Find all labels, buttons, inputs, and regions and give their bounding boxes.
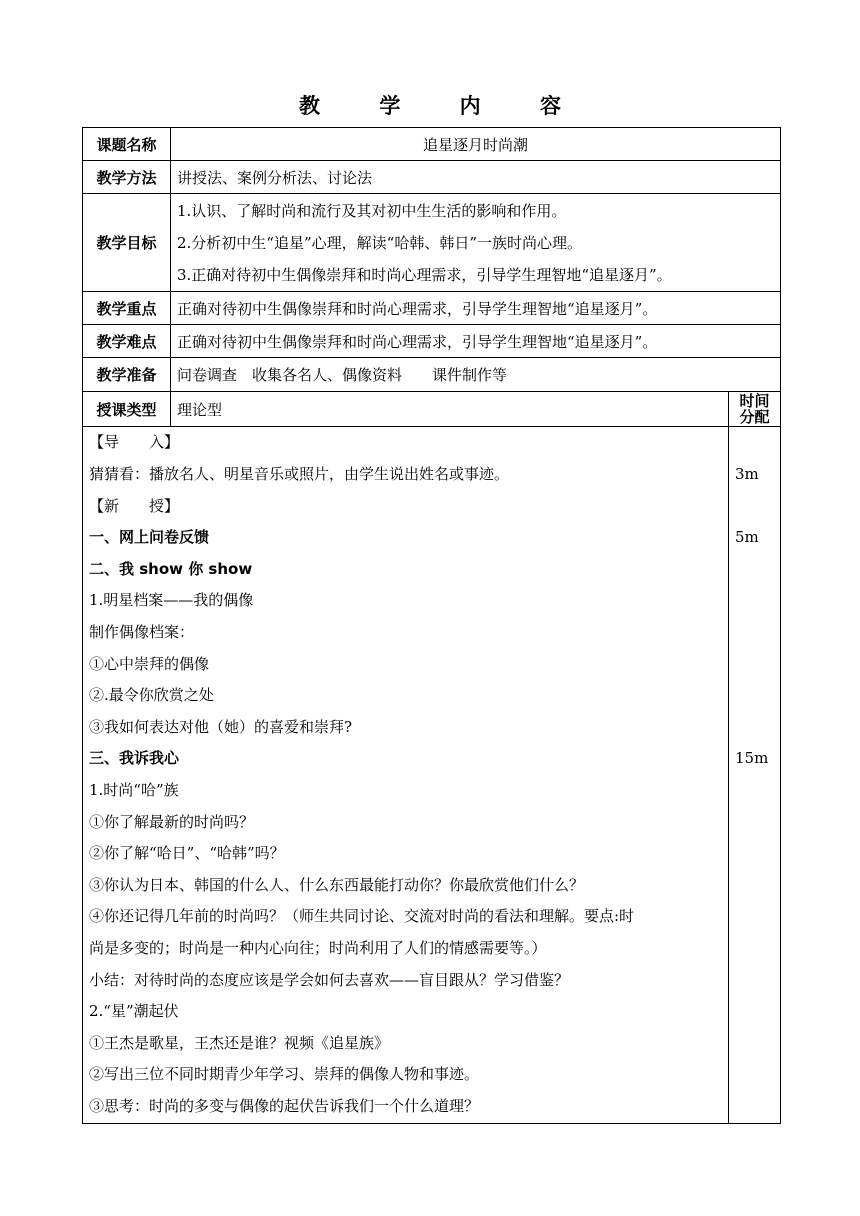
difficulty-row	[83, 325, 781, 358]
time-value	[735, 965, 774, 997]
content-line: ③你认为日本、韩国的什么人、什么东西最能打动你？你最欣赏他们什么？	[89, 875, 585, 894]
time-value	[735, 901, 774, 933]
focus-label: 教学重点	[83, 292, 171, 325]
difficulty-value: 正确对待初中生偶像崇拜和时尚心理需求，引导学生理智地“追星逐月”。	[171, 325, 781, 358]
type-value: 理论型	[171, 392, 729, 427]
content-line: ①心中崇拜的偶像	[89, 654, 210, 673]
time-value	[735, 1059, 774, 1091]
time-value	[735, 617, 774, 649]
content-line: 1.时尚“哈”族	[89, 781, 179, 799]
content-line: 三、我诉我心	[89, 749, 180, 768]
time-value: 3m	[735, 465, 759, 484]
page-title: 教 学 内 容	[299, 94, 587, 118]
content-line: 1.明星档案——我的偶像	[89, 591, 254, 610]
focus-value: 正确对待初中生偶像崇拜和时尚心理需求，引导学生理智地“追星逐月”。	[171, 292, 781, 325]
topic-value: 追星逐月时尚潮	[171, 128, 781, 161]
content-line: 2.“星”潮起伏	[89, 1002, 179, 1021]
content-line: 猜猜看：播放名人、明星音乐或照片，由学生说出姓名或事迹。	[89, 465, 510, 484]
topic-label: 课题名称	[83, 128, 171, 161]
time-value	[735, 1028, 774, 1060]
content-line: ①你了解最新的时尚吗？	[89, 812, 255, 831]
content-line: 制作偶像档案：	[89, 623, 195, 642]
goals-label: 教学目标	[83, 194, 171, 292]
time-value	[735, 554, 774, 586]
time-value: 5m	[735, 528, 759, 547]
time-value	[735, 712, 774, 744]
time-allocation-line1: 时间	[739, 392, 770, 410]
prep-label: 教学准备	[83, 358, 171, 392]
time-allocation-header	[729, 392, 781, 427]
prep-value: 问卷调查 收集各名人、偶像资料 课件制作等	[171, 358, 781, 392]
focus-row	[83, 292, 781, 325]
time-allocation-line2: 分配	[739, 408, 770, 426]
time-value	[735, 870, 774, 902]
lesson-table	[82, 127, 781, 1124]
content-line: 二、我 show 你 show	[89, 559, 253, 578]
time-value	[735, 807, 774, 839]
time-value	[735, 996, 774, 1028]
type-label: 授课类型	[83, 392, 171, 427]
goal-item: 3.正确对待初中生偶像崇拜和时尚心理需求，引导学生理智地“追星逐月”。	[177, 265, 672, 284]
time-value	[735, 585, 774, 617]
content-line: ②你了解“哈日”、“哈韩”吗？	[89, 844, 285, 863]
time-value	[735, 933, 774, 965]
content-line: ③思考：时尚的多变与偶像的起伏告诉我们一个什么道理？	[89, 1096, 480, 1115]
content-line: 【新 授】	[89, 496, 180, 515]
time-value	[735, 680, 774, 712]
time-column	[729, 427, 781, 1124]
difficulty-label: 教学难点	[83, 325, 171, 358]
content-line: ④你还记得几年前的时尚吗？（师生共同讨论、交流对时尚的看法和理解。要点:时	[89, 907, 635, 926]
content-line: ②写出三位不同时期青少年学习、崇拜的偶像人物和事迹。	[89, 1065, 480, 1084]
time-value	[735, 491, 774, 523]
time-value	[735, 649, 774, 681]
content-line: 【导 入】	[89, 433, 180, 452]
content-line: ②.最令你欣赏之处	[89, 686, 214, 705]
content-line: ③我如何表达对他（她）的喜爱和崇拜?	[89, 717, 353, 736]
content-line: 一、网上问卷反馈	[89, 528, 210, 547]
method-row	[83, 161, 781, 194]
goal-item: 1.认识、了解时尚和流行及其对初中生生活的影响和作用。	[177, 201, 567, 220]
goal-item: 2.分析初中生“追星”心理，解读“哈韩、韩日”一族时尚心理。	[177, 233, 582, 252]
time-value	[735, 838, 774, 870]
topic-row	[83, 128, 781, 161]
goals-row	[83, 194, 781, 292]
content-line: 尚是多变的；时尚是一种内心向往；时尚利用了人们的情感需要等。）	[89, 938, 547, 957]
type-row	[83, 392, 781, 427]
goals-list	[171, 194, 781, 292]
time-value	[735, 1091, 774, 1123]
method-value: 讲授法、案例分析法、讨论法	[171, 161, 781, 194]
content-line: ①王杰是歌星，王杰还是谁？视频《追星族》	[89, 1033, 390, 1052]
time-value	[735, 427, 774, 459]
method-label: 教学方法	[83, 161, 171, 194]
content-line: 小结：对待时尚的态度应该是学会如何去喜欢——盲目跟从？学习借鉴？	[89, 970, 570, 989]
time-value: 15m	[735, 749, 769, 768]
time-value	[735, 775, 774, 807]
prep-row	[83, 358, 781, 392]
content-row	[83, 427, 781, 1124]
lesson-content	[83, 427, 729, 1124]
